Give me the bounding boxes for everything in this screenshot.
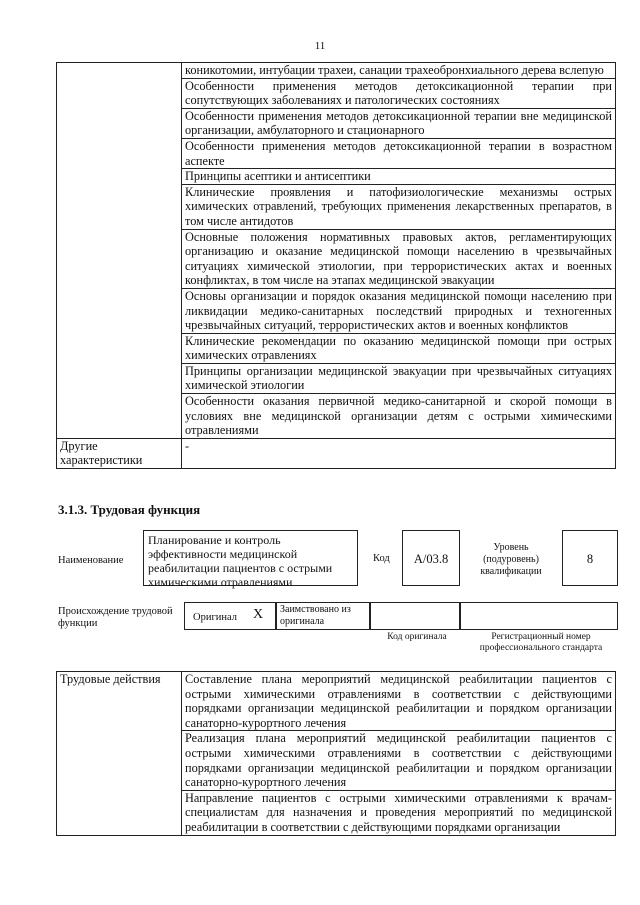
function-name: Планирование и контроль эффективности медицинской реабилитации пациентов с острыми химическими отравлениями bbox=[148, 533, 333, 589]
level-label: Уровень (подуровень) квалификации bbox=[480, 542, 542, 577]
section-heading: 3.1.3. Трудовая функция bbox=[58, 502, 201, 517]
action-item: Направление пациентов с острыми химическими отравлениями к врачам-специалистам для назначения и проведения мероприятий по медицинской реабилитации в соответствии с действующими порядками организации bbox=[182, 790, 616, 835]
name-label: Наименование bbox=[58, 555, 124, 566]
action-item: Составление плана мероприятий медицинской реабилитации пациентов с острыми химическими отравлениями в соответствии с действующими порядками организации медицинской реабилитации и порядком организации санаторно-курортного лечения bbox=[182, 672, 616, 731]
table-row bbox=[57, 672, 616, 731]
knowledge-item: Особенности применения методов детоксикационной терапии при сопутствующих заболеваниях и патологических состояниях bbox=[182, 78, 616, 108]
actions-label: Трудовые действия bbox=[57, 672, 182, 836]
borrowed-box bbox=[276, 602, 370, 630]
knowledge-item: Особенности оказания первичной медико-санитарной и скорой помощи в условиях вне медицинской организации детям с острыми химическими отравлениями bbox=[182, 394, 616, 439]
page-number: 11 bbox=[314, 40, 326, 52]
knowledge-item: Основные положения нормативных правовых актов, регламентирующих организацию и оказание медицинской помощи населению в чрезвычайных ситуациях химической этиологии, при террористических актах и военных конфликтах, в том числе на этапах медицинской эвакуации bbox=[182, 229, 616, 288]
original-label: Оригинал bbox=[193, 612, 237, 623]
level-value-box bbox=[562, 530, 618, 586]
borrowed-label: Заимствовано из оригинала bbox=[280, 604, 351, 627]
knowledge-item: Особенности применения методов детоксикационной терапии вне медицинской организации, амбулаторного и стационарного bbox=[182, 108, 616, 138]
action-item: Реализация плана мероприятий медицинской реабилитации пациентов с острыми химическими отравлениями в соответствии с действующими порядками организации медицинской реабилитации и порядком организации санаторно-курортного лечения bbox=[182, 731, 616, 790]
row-label-cell bbox=[57, 63, 182, 439]
function-code-box bbox=[402, 530, 460, 586]
knowledge-item: Особенности применения методов детоксикационной терапии в возрастном аспекте bbox=[182, 138, 616, 168]
knowledge-item: Клинические проявления и патофизиологические механизмы острых химических отравлений, требующих применения лекарственных препаратов, в том числе антидотов bbox=[182, 184, 616, 229]
function-name-box bbox=[143, 530, 358, 589]
original-mark: Х bbox=[253, 607, 264, 622]
level-value: 8 bbox=[586, 552, 594, 566]
knowledge-table bbox=[56, 62, 616, 469]
code-label: Код bbox=[373, 553, 390, 564]
other-characteristics-label: Другие характеристики bbox=[57, 438, 182, 468]
other-characteristics-value: - bbox=[182, 438, 616, 468]
function-code: А/03.8 bbox=[413, 552, 449, 566]
knowledge-item: Принципы асептики и антисептики bbox=[182, 169, 616, 185]
table-row bbox=[57, 438, 616, 468]
code-caption: Код оригинала bbox=[387, 632, 447, 642]
knowledge-item: Клинические рекомендации по оказанию медицинской помощи при острых химических отравлениях bbox=[182, 333, 616, 363]
knowledge-item: коникотомии, интубации трахеи, санации трахеобронхиального дерева вслепую bbox=[182, 63, 616, 79]
knowledge-item: Основы организации и порядок оказания медицинской помощи населению при ликвидации медико-санитарных последствий природных и техногенных чрезвычайных ситуаций, террористических актов и военных конфликтов bbox=[182, 288, 616, 333]
origin-label: Происхождение трудовой функции bbox=[58, 606, 173, 629]
original-code-box bbox=[370, 602, 460, 630]
registration-number-box bbox=[460, 602, 618, 630]
actions-table bbox=[56, 671, 616, 836]
knowledge-item: Принципы организации медицинской эвакуации при чрезвычайных ситуациях химической этиологии bbox=[182, 363, 616, 393]
reg-caption: Регистрационный номер профессионального стандарта bbox=[479, 632, 603, 653]
original-box bbox=[184, 602, 276, 630]
table-row bbox=[57, 63, 616, 79]
